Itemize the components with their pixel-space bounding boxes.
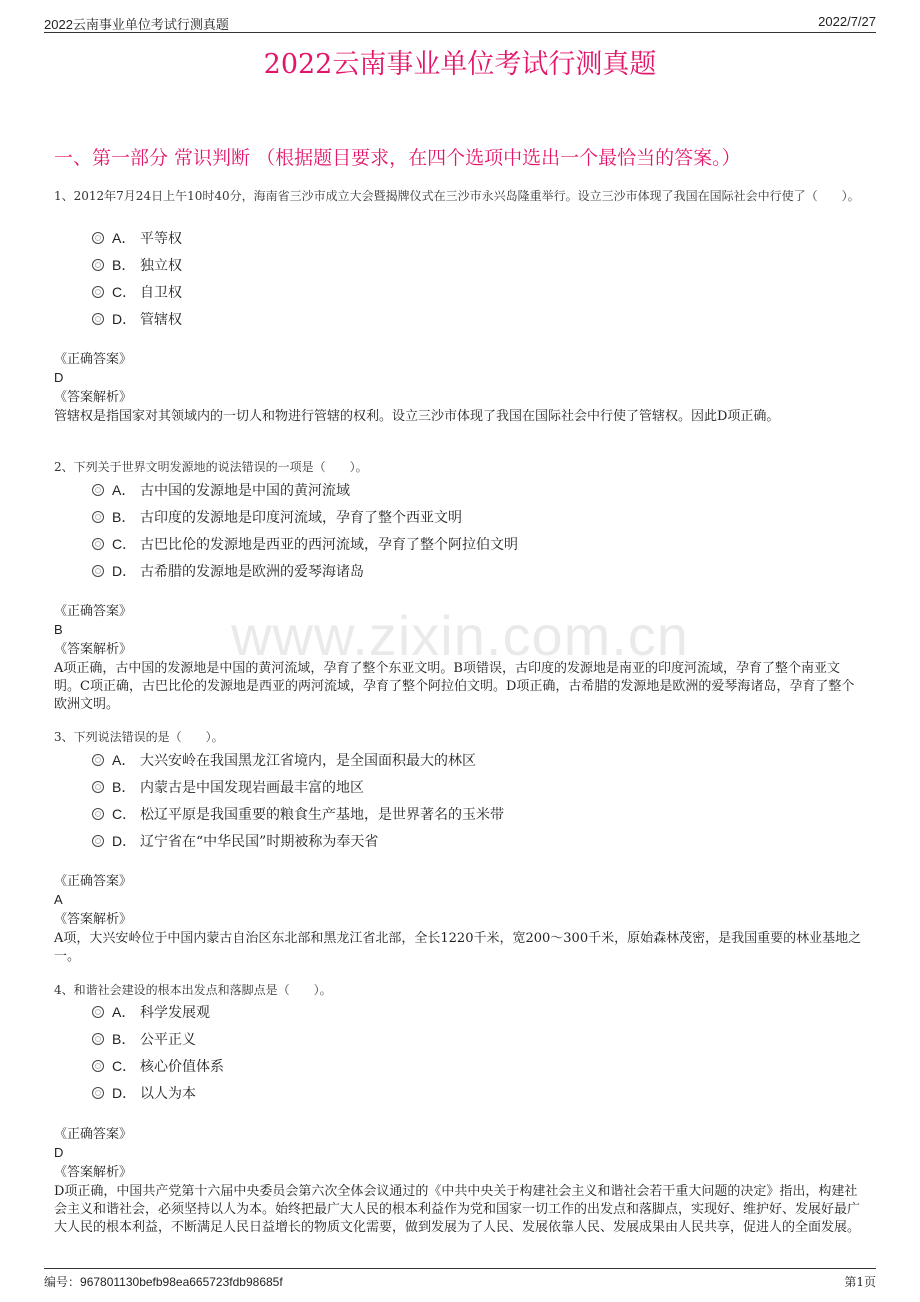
question-text: 3、下列说法错误的是（ ）。 [54,730,224,744]
correct-answer: D [54,1145,64,1160]
option-b[interactable]: B． 独立权 [92,255,182,275]
option-d[interactable]: D． 古希腊的发源地是欧洲的爱琴海诸岛 [92,561,364,581]
option-b[interactable]: B． 古印度的发源地是印度河流域，孕育了整个西亚文明 [92,507,462,527]
option-c[interactable]: C． 松辽平原是我国重要的粮食生产基地，是世界著名的玉米带 [92,804,504,824]
radio-icon[interactable] [92,484,104,496]
radio-icon[interactable] [92,1006,104,1018]
answer-label: 《正确答案》 [54,604,133,619]
option-b[interactable]: B． 公平正义 [92,1029,196,1049]
radio-icon[interactable] [92,1033,104,1045]
radio-icon[interactable] [92,259,104,271]
radio-icon[interactable] [92,286,104,298]
question-text: 2、下列关于世界文明发源地的说法错误的一项是（ ）。 [54,460,368,474]
radio-icon[interactable] [92,1060,104,1072]
option-a[interactable]: A． 古中国的发源地是中国的黄河流域 [92,480,350,500]
radio-icon[interactable] [92,835,104,847]
analysis-label: 《答案解析》 [54,642,133,657]
option-b[interactable]: B． 内蒙古是中国发现岩画最丰富的地区 [92,777,364,797]
radio-icon[interactable] [92,313,104,325]
answer-label: 《正确答案》 [54,352,133,367]
correct-answer: D [54,370,64,385]
option-a[interactable]: A． 大兴安岭在我国黑龙江省境内，是全国面积最大的林区 [92,750,476,770]
answer-label: 《正确答案》 [54,874,133,889]
correct-answer: A [54,892,63,907]
answer-analysis: A项正确，古中国的发源地是中国的黄河流域，孕育了整个东亚文明。B项错误，古印度的发源地是南亚的印度河流域，孕育了整个南亚文明。C项正确，古巴比伦的发源地是西亚的两河流域，孕育了整个阿拉伯文明。D项正确，古希腊的发源地是欧洲的爱琴海诸岛，孕育了整个欧洲文明。 [54,661,855,712]
option-c[interactable]: C． 自卫权 [92,282,182,302]
answer-analysis: 管辖权是指国家对其领域内的一切人和物进行管辖的权利。设立三沙市体现了我国在国际社会中行使了管辖权。因此D项正确。 [54,409,780,424]
question-text: 1、2012年7月24日上午10时40分，海南省三沙市成立大会暨揭牌仪式在三沙市永兴岛隆重举行。设立三沙市体现了我国在国际社会中行使了（ ）。 [54,189,860,203]
option-d[interactable]: D． 辽宁省在“中华民国”时期被称为奉天省 [92,831,378,851]
option-c[interactable]: C． 古巴比伦的发源地是西亚的西河流域，孕育了整个阿拉伯文明 [92,534,518,554]
radio-icon[interactable] [92,565,104,577]
page-title: 2022云南事业单位考试行测真题 [263,49,657,80]
answer-analysis: A项，大兴安岭位于中国内蒙古自治区东北部和黑龙江省北部，全长1220千米，宽200～300千米，原始森林茂密，是我国重要的林业基地之一。 [54,931,862,964]
header-date: 2022/7/27 [818,14,876,29]
option-c[interactable]: C． 核心价值体系 [92,1056,224,1076]
watermark: www.zixin.com.cn [231,604,689,667]
option-a[interactable]: A． 平等权 [92,228,182,248]
page-number: 第1页 [844,1275,876,1289]
page-footer [44,1268,876,1289]
answer-analysis: D项正确，中国共产党第十六届中央委员会第六次全体会议通过的《中共中央关于构建社会主义和谐社会若干重大问题的决定》指出，构建社会主义和谐社会，必须坚持以人为本。始终把最广大人民的根本利益作为党和国家一切工作的出发点和落脚点，实现好、维护好、发展好最广大人民的根本利益，不断满足人民日益增长的物质文化需要，做到发展为了人民、发展依靠人民、发展成果由人民共享，促进人的全面发展。 [54,1184,861,1235]
analysis-label: 《答案解析》 [54,912,133,927]
radio-icon[interactable] [92,754,104,766]
header-doc-title: 2022云南事业单位考试行测真题 [44,17,229,32]
radio-icon[interactable] [92,511,104,523]
radio-icon[interactable] [92,232,104,244]
radio-icon[interactable] [92,808,104,820]
document-code: 编号：967801130befb98ea665723fdb98685f [44,1275,283,1289]
option-d[interactable]: D． 以人为本 [92,1083,196,1103]
radio-icon[interactable] [92,538,104,550]
option-a[interactable]: A． 科学发展观 [92,1002,210,1022]
page-header [44,12,876,33]
correct-answer: B [54,622,63,637]
answer-label: 《正确答案》 [54,1127,133,1142]
analysis-label: 《答案解析》 [54,1165,133,1180]
option-d[interactable]: D． 管辖权 [92,309,182,329]
radio-icon[interactable] [92,781,104,793]
section-heading: 一、第一部分 常识判断 （根据题目要求，在四个选项中选出一个最恰当的答案。） [54,147,741,169]
question-text: 4、和谐社会建设的根本出发点和落脚点是（ ）。 [54,983,332,997]
analysis-label: 《答案解析》 [54,390,133,405]
radio-icon[interactable] [92,1087,104,1099]
